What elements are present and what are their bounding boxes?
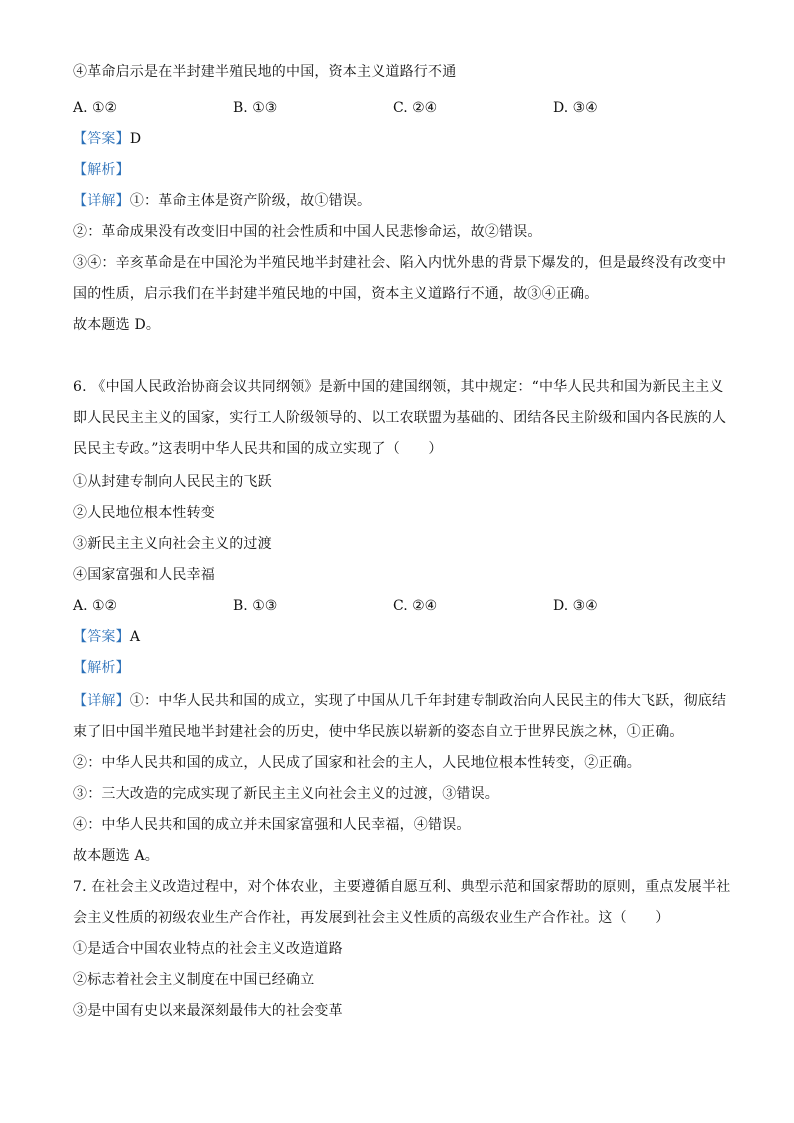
q6-stem-line-1: 6. 《中国人民政治协商会议共同纲领》是新中国的建国纲领，其中规定：“中华人民共和国为新民主主义 [73,379,724,395]
answer-value: A [129,629,141,645]
q6-stem-line-3: 民民主专政。”这表明中华人民共和国的成立实现了（ ） [73,441,443,457]
q5-detail-line-1 [73,191,371,211]
analysis-tag: 【解析】 [73,162,130,178]
q5-option-a: A. ①② [73,100,118,116]
q6-option-c: C. ②④ [393,598,438,614]
answer-tag: 【答案】 [73,629,130,645]
q6-analysis-heading [73,658,130,678]
q5-answer [73,129,141,149]
q5-detail-line-3: ③④：辛亥革命是在中国沦为半殖民地半封建社会、陷入内忧外患的背景下爆发的，但是最终没有改变中 [73,255,727,271]
q6-detail-line-2: 束了旧中国半殖民地半封建社会的历史，使中华民族以崭新的姿态自立于世界民族之林，①正确。 [73,724,684,740]
answer-tag: 【答案】 [73,131,130,147]
q6-statement-4: ④国家富强和人民幸福 [73,567,215,583]
q6-statement-3: ③新民主主义向社会主义的过渡 [73,536,272,552]
q6-option-a: A. ①② [73,598,118,614]
q6-option-b: B. ①③ [233,598,278,614]
q6-statement-2: ②人民地位根本性转变 [73,505,215,521]
q5-option-c: C. ②④ [393,100,438,116]
q6-detail-line-5: ④：中华人民共和国的成立并未国家富强和人民幸福，④错误。 [73,817,471,833]
detail-text: ①：革命主体是资产阶级，故①错误。 [129,193,372,209]
q5-option-d: D. ③④ [553,100,598,116]
q7-statement-2: ②标志着社会主义制度在中国已经确立 [73,972,315,988]
q5-detail-line-2: ②：革命成果没有改变旧中国的社会性质和中国人民悲惨命运，故②错误。 [73,224,542,240]
detail-text: ①：中华人民共和国的成立，实现了中国从几千年封建专制政治向人民民主的伟大飞跃，彻底结 [129,693,727,709]
q6-detail-line-4: ③：三大改造的完成实现了新民主主义向社会主义的过渡，③错误。 [73,786,499,802]
analysis-tag: 【解析】 [73,660,130,676]
q5-detail-line-4: 国的性质，启示我们在半封建半殖民地的中国，资本主义道路行不通，故③④正确。 [73,286,599,302]
detail-tag: 【详解】 [73,193,130,209]
q6-detail-line-3: ②：中华人民共和国的成立，人民成了国家和社会的主人，人民地位根本性转变，②正确。 [73,755,641,771]
q6-stem-line-2: 即人民民主主义的国家，实行工人阶级领导的、以工农联盟为基础的、团结各民主阶级和国内各民族的人 [73,410,727,426]
q6-option-d: D. ③④ [553,598,598,614]
q7-statement-3: ③是中国有史以来最深刻最伟大的社会变革 [73,1003,343,1019]
q7-statement-1: ①是适合中国农业特点的社会主义改造道路 [73,941,343,957]
detail-tag: 【详解】 [73,693,130,709]
answer-value: D [129,131,142,147]
q7-stem-line-1: 7. 在社会主义改造过程中，对个体农业，主要遵循自愿互利、典型示范和国家帮助的原则，重点发展半社 [73,879,731,895]
q5-option-b: B. ①③ [233,100,278,116]
q5-analysis-heading [73,160,130,180]
q6-detail-line-1 [73,691,726,711]
q6-conclusion: 故本题选 A。 [73,848,159,864]
q5-statement-4: ④革命启示是在半封建半殖民地的中国，资本主义道路行不通 [73,64,457,80]
q5-conclusion: 故本题选 D。 [73,317,161,333]
q6-answer [73,627,140,647]
q7-stem-line-2: 会主义性质的初级农业生产合作社，再发展到社会主义性质的高级农业生产合作社。这（ ） [73,910,670,926]
q6-statement-1: ①从封建专制向人民民主的飞跃 [73,474,272,490]
